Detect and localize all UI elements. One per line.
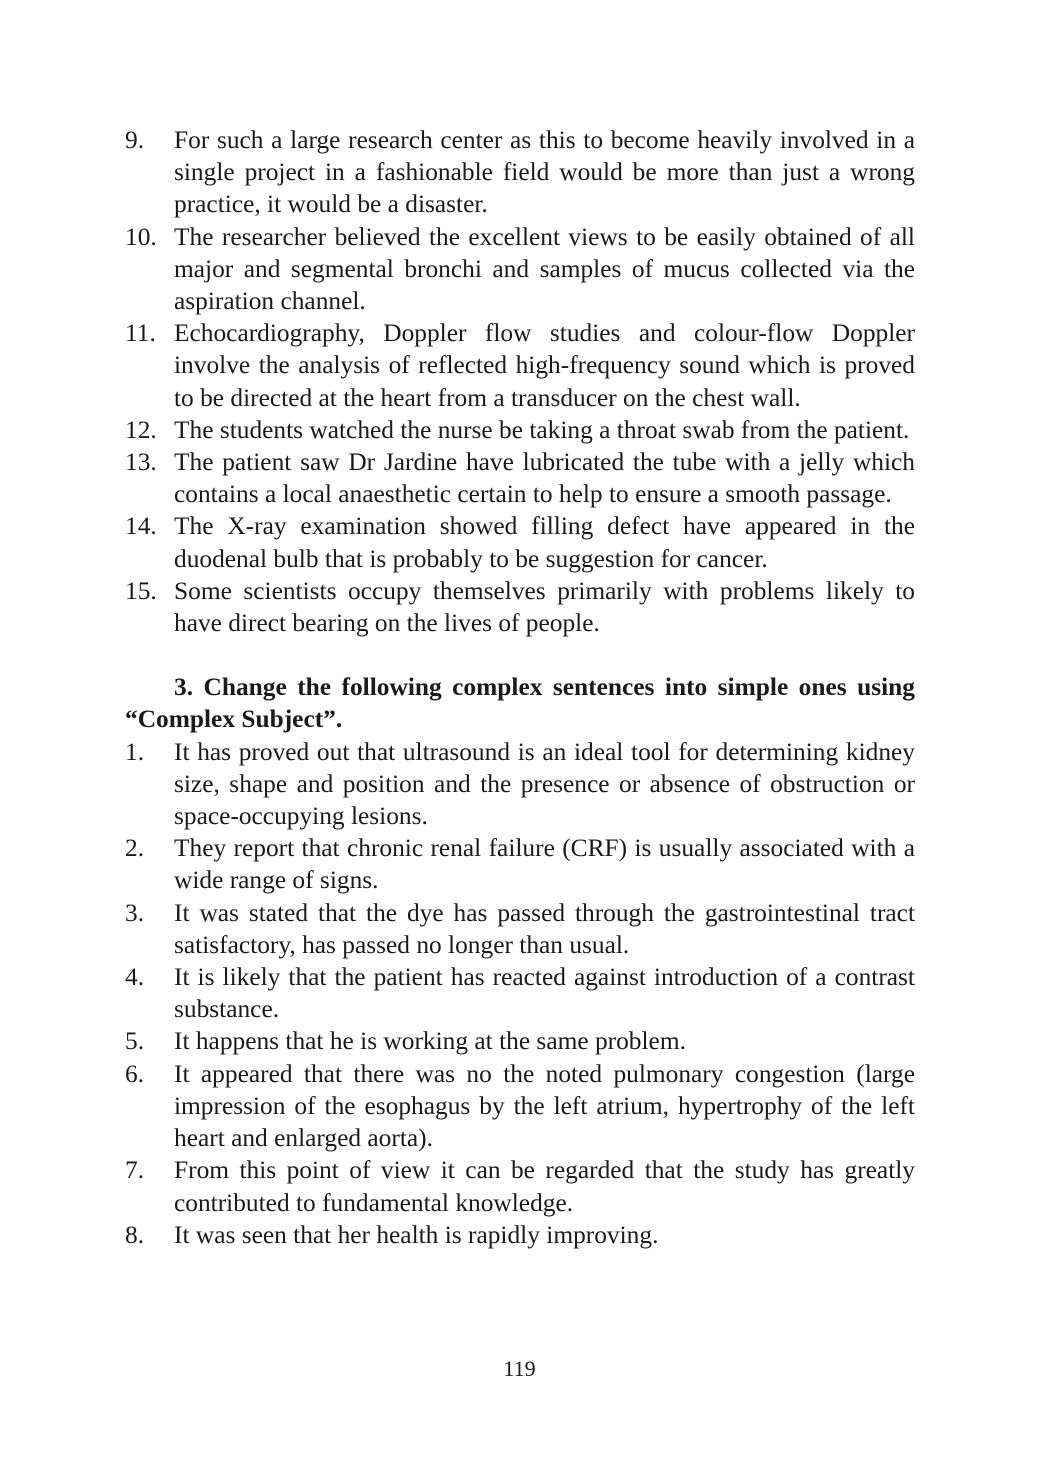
item-number: 3. — [125, 898, 145, 927]
item-text: It appeared that there was no the noted pulmonary congestion (large impression of the esophagus by the left atrium, hypertrophy of the left heart and enlarged aorta). — [174, 1059, 915, 1153]
item-number: 12. — [125, 415, 157, 444]
list-item — [125, 961, 915, 1025]
item-number: 8. — [125, 1220, 145, 1249]
list-item — [125, 736, 915, 833]
page-number: 119 — [503, 1356, 536, 1381]
item-text: It is likely that the patient has reacted against introduction of a contrast substance. — [174, 963, 915, 1024]
exercise-heading: 3. Change the following complex sentences into simple ones using “Complex Subject”. — [125, 673, 915, 734]
list-item — [125, 317, 915, 414]
item-text: The X-ray examination showed filling defect have appeared in the duodenal bulb that is probably to be suggestion for cancer. — [174, 512, 915, 573]
item-number: 5. — [125, 1027, 145, 1056]
item-number: 14. — [125, 512, 157, 541]
list-item — [125, 124, 915, 221]
list-item — [125, 575, 915, 639]
item-text: The researcher believed the excellent views to be easily obtained of all major and segmental bronchi and samples of mucus collected via the aspiration channel. — [174, 222, 915, 316]
item-number: 2. — [125, 834, 145, 863]
item-text: From this point of view it can be regarded that the study has greatly contributed to fundamental knowledge. — [174, 1156, 915, 1217]
item-number: 9. — [125, 126, 145, 154]
item-text: It was stated that the dye has passed through the gastrointestinal tract satisfactory, has passed no longer than usual. — [174, 898, 915, 959]
list-item — [125, 446, 915, 510]
item-number: 11. — [125, 319, 156, 348]
item-number: 10. — [125, 222, 157, 251]
list-item — [125, 1058, 915, 1155]
page-body — [125, 124, 915, 1251]
item-number: 4. — [125, 963, 145, 992]
list-item — [125, 1025, 915, 1057]
list-item — [125, 510, 915, 574]
item-text: They report that chronic renal failure (CRF) is usually associated with a wide range of signs. — [174, 834, 915, 895]
list-item — [125, 897, 915, 961]
item-text: Echocardiography, Doppler flow studies and colour-flow Doppler involve the analysis of reflected high-frequency sound which is proved to be directed at the heart from a transducer on the chest wall. — [174, 319, 915, 412]
item-text: Some scientists occupy themselves primarily with problems likely to have direct bearing on the lives of people. — [174, 576, 915, 638]
item-number: 13. — [125, 448, 157, 477]
item-number: 7. — [125, 1156, 145, 1185]
list-item — [125, 1154, 915, 1218]
item-number: 1. — [125, 737, 145, 766]
section-gap — [125, 639, 915, 671]
item-text: For such a large research center as this to become heavily involved in a single project in a fashionable field would be more than just a wrong practice, it would be a disaster. — [174, 126, 915, 219]
item-text: It happens that he is working at the same problem. — [174, 1027, 686, 1056]
item-text: It has proved out that ultrasound is an ideal tool for determining kidney size, shape and position and the presence or absence of obstruction or space-occupying lesions. — [174, 737, 915, 831]
list-item — [125, 1219, 915, 1251]
list-item — [125, 832, 915, 896]
list-item — [125, 414, 915, 446]
item-number: 6. — [125, 1059, 145, 1088]
item-text: The patient saw Dr Jardine have lubricated the tube with a jelly which contains a local anaesthetic certain to help to ensure a smooth passage. — [174, 448, 915, 509]
list-item — [125, 221, 915, 318]
item-text: It was seen that her health is rapidly improving. — [174, 1220, 659, 1249]
item-number: 15. — [125, 576, 157, 605]
item-text: The students watched the nurse be taking a throat swab from the patient. — [174, 415, 910, 444]
